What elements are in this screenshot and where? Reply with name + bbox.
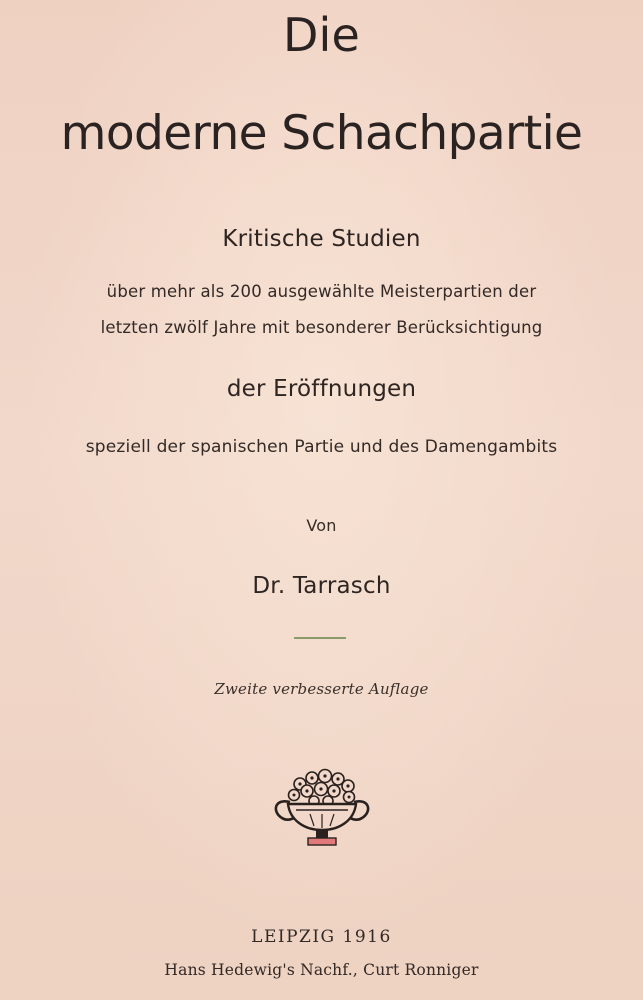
flower-vase-icon <box>270 768 374 852</box>
subtitle: Kritische Studien <box>222 226 421 252</box>
byline-von: Von <box>306 516 337 535</box>
description-line-1: über mehr als 200 ausgewählte Meisterpartien der <box>106 282 537 301</box>
description-line-3: der Eröffnungen <box>226 376 417 402</box>
imprint-publisher: Hans Hedewig's Nachf., Curt Ronniger <box>164 961 479 979</box>
description-line-4: speziell der spanischen Partie und des Damengambits <box>85 437 558 457</box>
decorative-rule <box>294 637 346 639</box>
description-line-2: letzten zwölf Jahre mit besonderer Berücksichtigung <box>100 318 543 337</box>
title-line-2: moderne Schachpartie <box>60 106 583 161</box>
imprint-place-year: LEIPZIG 1916 <box>251 927 392 947</box>
edition-note: Zweite verbesserte Auflage <box>214 680 429 698</box>
author-name: Dr. Tarrasch <box>252 573 391 599</box>
title-line-1: Die <box>282 8 361 62</box>
